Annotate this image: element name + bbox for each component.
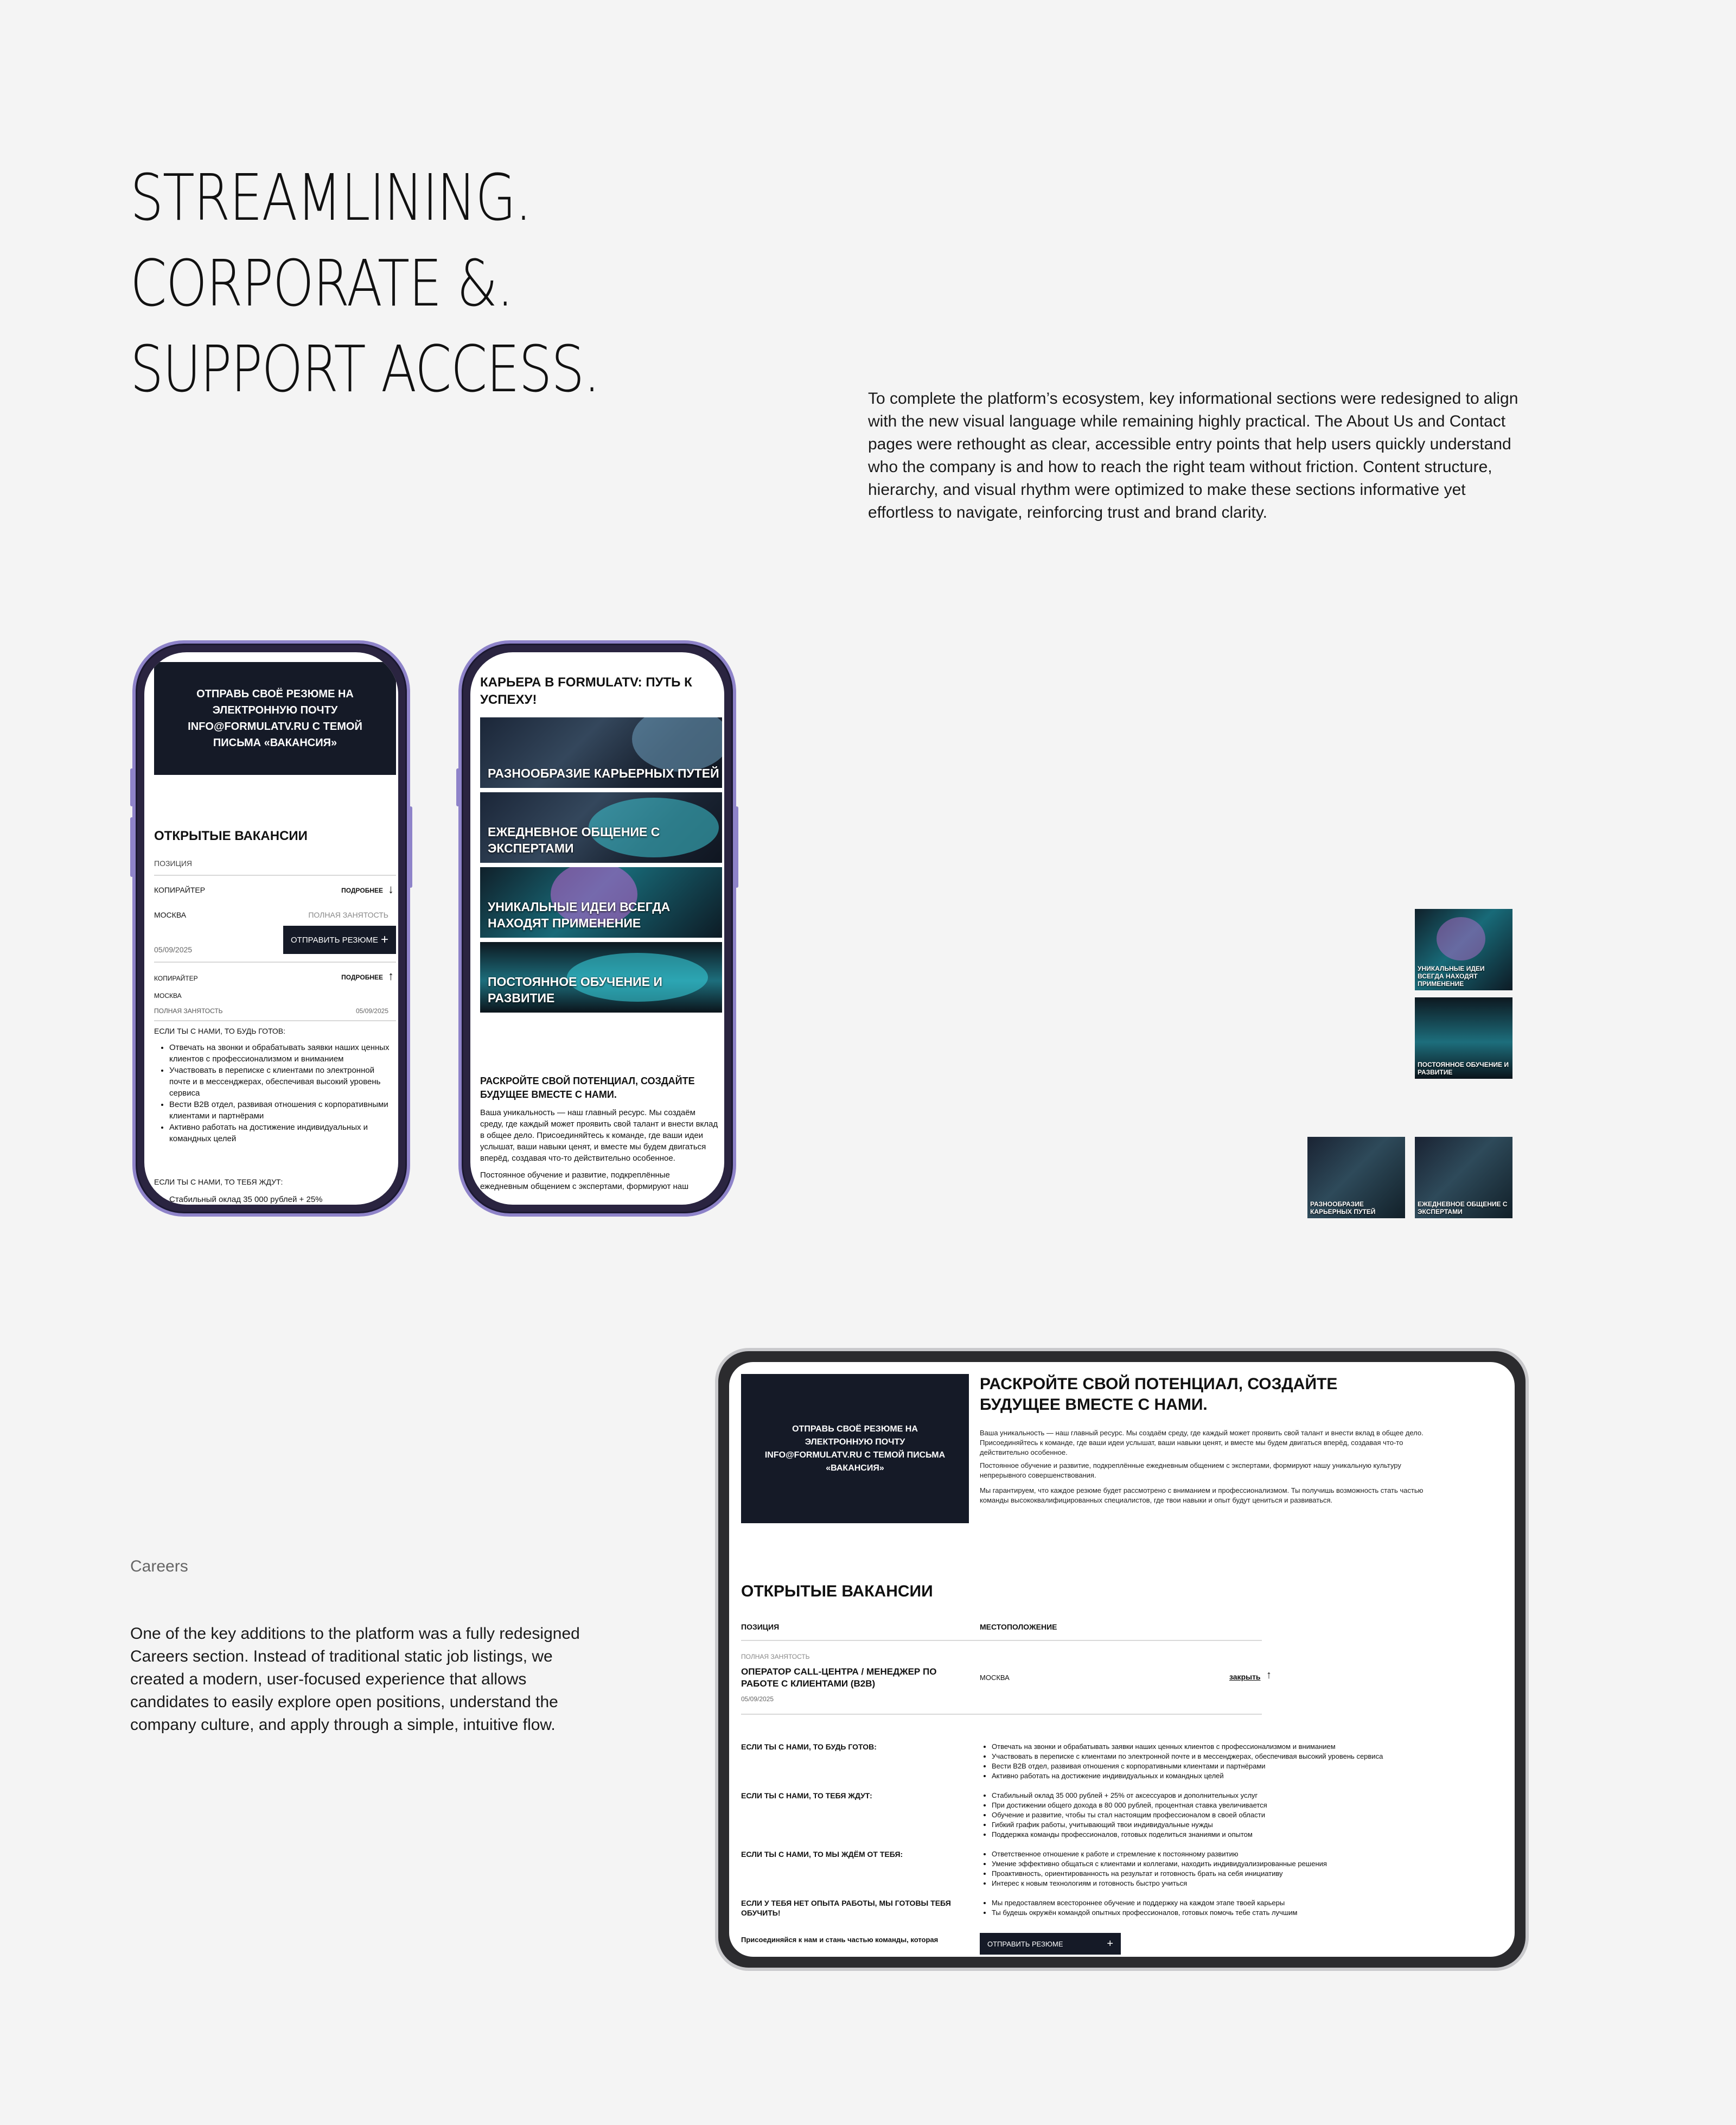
location-column-label: МЕСТОПОЛОЖЕНИЕ — [980, 1623, 1057, 1631]
job-city: МОСКВА — [154, 911, 187, 919]
apply-resume-label: ОТПРАВИТЬ РЕЗЮМЕ — [291, 935, 378, 945]
list-item: • Стабильный оклад 35 000 рублей + 25% от аксессуаров и дополнительных услуг — [992, 1791, 1468, 1800]
tablet-screen — [729, 1362, 1515, 1957]
plus-icon: + — [380, 932, 388, 947]
careers-label: Careers — [130, 1557, 188, 1575]
apply-resume-button[interactable] — [283, 926, 396, 954]
thumbnail-career-paths — [1307, 1137, 1405, 1218]
arrow-up-icon[interactable]: ↑ — [388, 969, 394, 983]
list-item: • Ответственное отношение к работе и стремление к постоянному развитию — [992, 1849, 1468, 1859]
more-link[interactable]: ПОДРОБНЕЕ — [341, 887, 383, 894]
section-heading: ЕСЛИ ТЫ С НАМИ, ТО ТЕБЯ ЖДУТ: — [741, 1791, 872, 1800]
phone-mockup-career — [458, 640, 736, 1217]
career-card[interactable] — [480, 942, 722, 1013]
job-date: 05/09/2025 — [154, 945, 193, 954]
job-title: КОПИРАЙТЕР — [154, 975, 198, 982]
position-column-label: ПОЗИЦИЯ — [154, 859, 192, 868]
job-type: ПОЛНАЯ ЗАНЯТОСТЬ — [154, 1007, 223, 1015]
thumbnail-learning — [1415, 997, 1512, 1079]
potential-paragraph: Постоянное обучение и развитие, подкреплённые ежедневным общением с экспертами, формируют нашу уникальную культуру непрерывного совершенствования. — [980, 1461, 1401, 1479]
section-heading: ЕСЛИ ТЫ С НАМИ, ТО МЫ ЖДЁМ ОТ ТЕБЯ: — [741, 1850, 903, 1859]
potential-paragraph: Мы гарантируем, что каждое резюме будет рассмотрено с вниманием и профессионализмом. Ты получишь возможность стать частью команды высококвалифицированных специалистов, где твои навыки и опыт будут цениться и развиваться. — [980, 1486, 1424, 1504]
list-item: • Ты будешь окружён командой опытных профессионалов, готовых помочь тебе стать лучшим — [992, 1908, 1468, 1918]
list-item: • Стабильный оклад 35 000 рублей + 25% — [169, 1194, 396, 1205]
career-card[interactable] — [480, 792, 722, 863]
thumbnail-unique-ideas — [1415, 909, 1512, 990]
open-vacancies-title: ОТКРЫТЫЕ ВАКАНСИИ — [154, 829, 308, 843]
job-type: ПОЛНАЯ ЗАНЯТОСТЬ — [308, 911, 388, 919]
headline-line-1: STREAMLINING. — [130, 160, 531, 235]
thumbnail-experts — [1415, 1137, 1512, 1218]
card-label: ЕЖЕДНЕВНОЕ ОБЩЕНИЕ С ЭКСПЕРТАМИ — [488, 825, 660, 855]
position-column-label: ПОЗИЦИЯ — [741, 1623, 780, 1631]
list-item: • При достижении общего дохода в 80 000 рублей, процентная ставка увеличивается — [992, 1800, 1468, 1810]
section-list — [980, 1849, 1468, 1888]
more-link[interactable]: ПОДРОБНЕЕ — [341, 974, 383, 981]
card-label: ПОСТОЯННОЕ ОБУЧЕНИЕ И РАЗВИТИЕ — [488, 975, 662, 1005]
career-card[interactable] — [480, 717, 722, 788]
thumbnail-label: ЕЖЕДНЕВНОЕ ОБЩЕНИЕ С ЭКСПЕРТАМИ — [1418, 1200, 1508, 1216]
ready-list — [154, 1042, 396, 1144]
careers-description: One of the key additions to the platform was a fully redesigned Careers section. Instead of traditional static job listings, we created a modern, user-focused experience that allows candidates to easily explore open positions, understand the company culture, and apply through a simple, intuitive flow. — [130, 1625, 580, 1734]
list-item: • Мы предоставляем всестороннее обучение и поддержку на каждом этапе твоей карьеры — [992, 1898, 1468, 1908]
arrow-down-icon[interactable]: ↓ — [388, 882, 394, 896]
intro-paragraph: To complete the platform’s ecosystem, key informational sections were redesigned to align with the new visual language while remaining highly practical. The About Us and Contact pages were rethought as clear, accessible entry points that help users quickly understand who the company is and how to reach the right team without friction. Content structure, hierarchy, and visual rhythm were optimized to make these sections informative yet effortless to navigate, reinforcing trust and brand clarity. — [868, 390, 1518, 521]
plus-icon: + — [1107, 1937, 1113, 1950]
phone-screen — [144, 652, 398, 1205]
list-item: • Активно работать на достижение индивидуальных и командных целей — [992, 1771, 1468, 1781]
collapse-link[interactable]: закрыть — [1229, 1672, 1261, 1681]
headline-line-2: CORPORATE &. — [130, 246, 513, 321]
job-type: ПОЛНАЯ ЗАНЯТОСТЬ — [741, 1653, 810, 1660]
resume-email-banner: ОТПРАВЬ СВОЁ РЕЗЮМЕ НА ЭЛЕКТРОННУЮ ПОЧТУ INFO@FORMULATV.RU С ТЕМОЙ ПИСЬМА «ВАКАНСИЯ» — [741, 1374, 969, 1523]
section-list — [980, 1898, 1468, 1918]
list-item: • Умение эффективно общаться с клиентами и коллегами, находить индивидуализированные решения — [992, 1859, 1468, 1869]
potential-heading: РАСКРОЙТЕ СВОЙ ПОТЕНЦИАЛ, СОЗДАЙТЕ БУДУЩЕЕ ВМЕСТЕ С НАМИ. — [480, 1076, 695, 1100]
list-item: • Поддержка команды профессионалов, готовых поделиться знаниями и опытом — [992, 1830, 1468, 1840]
list-item: • Участвовать в переписке с клиентами по электронной почте и в мессенджерах, обеспечивая высокий уровень сервиса — [169, 1065, 396, 1099]
list-item: • Отвечать на звонки и обрабатывать заявки наших ценных клиентов с профессионализмом и вниманием — [169, 1042, 396, 1065]
phone-screen — [470, 652, 724, 1205]
job-title: КОПИРАЙТЕР — [154, 886, 206, 894]
card-label: РАЗНООБРАЗИЕ КАРЬЕРНЫХ ПУТЕЙ — [488, 766, 719, 780]
list-item: • Интерес к новым технологиям и готовность быстро учиться — [992, 1879, 1468, 1888]
potential-heading: РАСКРОЙТЕ СВОЙ ПОТЕНЦИАЛ, СОЗДАЙТЕ БУДУЩЕЕ ВМЕСТЕ С НАМИ. — [980, 1375, 1338, 1414]
list-item: • Участвовать в переписке с клиентами по электронной почте и в мессенджерах, обеспечивая высокий уровень сервиса — [992, 1752, 1468, 1761]
tablet-mockup-careers — [715, 1348, 1529, 1971]
arrow-up-icon[interactable]: ↑ — [1266, 1669, 1272, 1681]
career-card[interactable] — [480, 867, 722, 938]
section-heading: ЕСЛИ У ТЕБЯ НЕТ ОПЫТА РАБОТЫ, МЫ ГОТОВЫ ТЕБЯ ОБУЧИТЬ! — [741, 1899, 951, 1917]
job-date: 05/09/2025 — [355, 1007, 388, 1015]
resume-email-banner: ОТПРАВЬ СВОЁ РЕЗЮМЕ НА ЭЛЕКТРОННУЮ ПОЧТУ INFO@FORMULATV.RU С ТЕМОЙ ПИСЬМА «ВАКАНСИЯ» — [154, 662, 396, 775]
section-list — [980, 1791, 1468, 1840]
await-list — [154, 1194, 396, 1205]
section-list — [980, 1742, 1468, 1781]
headline-line-3: SUPPORT ACCESS. — [130, 332, 599, 406]
job-title[interactable]: ОПЕРАТОР CALL-ЦЕНТРА / МЕНЕДЖЕР ПО РАБОТЕ С КЛИЕНТАМИ (B2B) — [741, 1666, 937, 1689]
list-item: • Обучение и развитие, чтобы ты стал настоящим профессионалом в своей области — [992, 1810, 1468, 1820]
card-label: УНИКАЛЬНЫЕ ИДЕИ ВСЕГДА НАХОДЯТ ПРИМЕНЕНИЕ — [488, 900, 671, 930]
job-row[interactable] — [154, 882, 396, 896]
list-item: • Проактивность, ориентированность на результат и готовность брать на себя инициативу — [992, 1869, 1468, 1879]
open-vacancies-title: ОТКРЫТЫЕ ВАКАНСИИ — [741, 1582, 933, 1600]
potential-paragraph: Ваша уникальность — наш главный ресурс. Мы создаём среду, где каждый может проявить свой талант и внести вклад в общее дело. Присоединяйтесь к команде, где ваши идеи услышат, ваши навыки ценят, и вместе мы будем двигаться вперёд, создавая что-то действительно особенное. — [480, 1108, 718, 1163]
ready-heading: ЕСЛИ ТЫ С НАМИ, ТО БУДЬ ГОТОВ: — [154, 1027, 286, 1035]
thumbnail-label: УНИКАЛЬНЫЕ ИДЕИ ВСЕГДА НАХОДЯТ ПРИМЕНЕНИЕ — [1418, 965, 1485, 988]
job-city: МОСКВА — [154, 992, 182, 1000]
potential-paragraph: Ваша уникальность — наш главный ресурс. Мы создаём среду, где каждый может проявить свой талант и внести вклад в общее дело. Присоединяйтесь к команде, где ваши идеи услышат, ваши навыки ценят, и вместе мы будем двигаться вперёд, создавая что-то действительно особенное. — [980, 1429, 1424, 1456]
list-item: • Отвечать на звонки и обрабатывать заявки наших ценных клиентов с профессионализмом и вниманием — [992, 1742, 1468, 1752]
await-heading: ЕСЛИ ТЫ С НАМИ, ТО ТЕБЯ ЖДУТ: — [154, 1178, 283, 1186]
section-heading: ЕСЛИ ТЫ С НАМИ, ТО БУДЬ ГОТОВ: — [741, 1742, 877, 1751]
job-date: 05/09/2025 — [741, 1695, 774, 1703]
career-title: КАРЬЕРА В FORMULATV: ПУТЬ К УСПЕХУ! — [480, 675, 692, 707]
list-item: • Вести B2B отдел, развивая отношения с корпоративными клиентами и партнёрами — [992, 1761, 1468, 1771]
list-item: • Гибкий график работы, учитывающий твои индивидуальные нужды — [992, 1820, 1468, 1830]
list-item: • Вести B2B отдел, развивая отношения с корпоративными клиентами и партнёрами — [169, 1099, 396, 1122]
phone-mockup-vacancies — [132, 640, 410, 1217]
apply-resume-button[interactable] — [980, 1933, 1121, 1955]
apply-resume-label: ОТПРАВИТЬ РЕЗЮМЕ — [987, 1939, 1063, 1948]
job-row[interactable] — [154, 969, 396, 983]
headline — [130, 155, 835, 412]
potential-body — [480, 1107, 719, 1192]
thumbnail-label: ПОСТОЯННОЕ ОБУЧЕНИЕ И РАЗВИТИЕ — [1418, 1061, 1509, 1076]
list-item: • Активно работать на достижение индивидуальных и командных целей — [169, 1122, 396, 1144]
potential-paragraph: Постоянное обучение и развитие, подкреплённые ежедневным общением с экспертами, формируют наш — [480, 1170, 689, 1191]
job-city: МОСКВА — [980, 1674, 1010, 1682]
thumbnail-label: РАЗНООБРАЗИЕ КАРЬЕРНЫХ ПУТЕЙ — [1310, 1200, 1376, 1216]
join-text: Присоединяйся к нам и стань частью команды, которая — [741, 1936, 939, 1944]
